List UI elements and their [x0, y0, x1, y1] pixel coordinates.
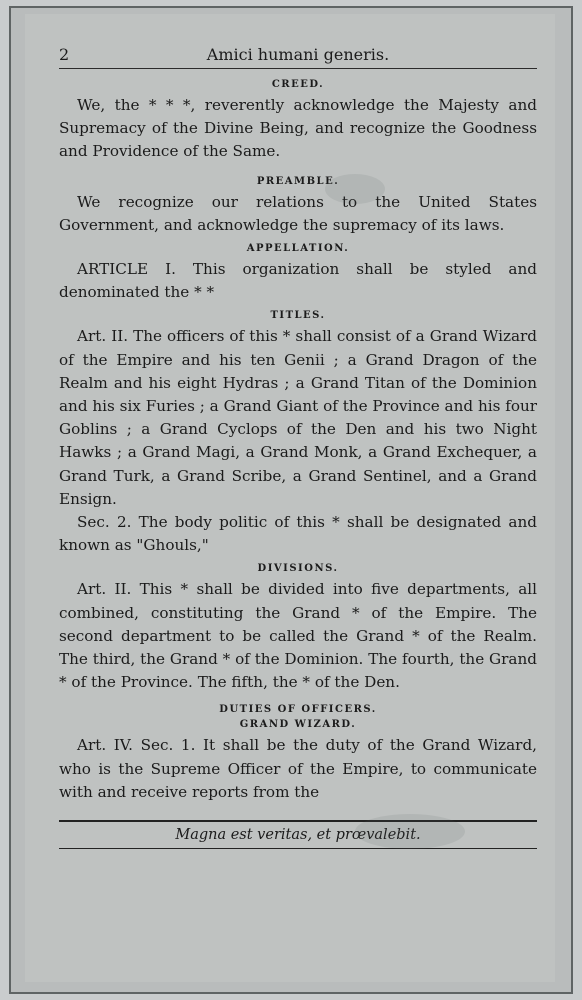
section-heading-titles: TITLES.: [270, 310, 326, 322]
section-heading-duties: DUTIES OF OFFICERS.: [219, 704, 377, 716]
paper-stain: [325, 174, 385, 204]
header-rule: [59, 68, 537, 69]
section-heading-creed: CREED.: [271, 79, 325, 90]
document-body: [59, 77, 537, 804]
document-page: [25, 14, 555, 982]
paper-stain: [355, 814, 465, 849]
footer-rule-bottom: [59, 848, 537, 849]
section-2-paragraph: Sec. 2. The body politic of this * shall be designated and known as "Ghouls,": [59, 513, 537, 555]
section-heading-preamble: PREAMBLE.: [256, 175, 340, 187]
article-2-divisions-paragraph: Art. II. This * shall be divided into five departments, all combined, constituting the Grand * of the Empire. The second department to be called the Grand * of the Realm. The third, the Grand * of the Dominion. The fourth, the Grand * of the Province. The fifth, the * of the Den.: [59, 580, 537, 692]
running-title: Amici humani generis.: [206, 45, 390, 64]
article-2-titles-paragraph: Art. II. The officers of this * shall consist of a Grand Wizard of the Empire and his ten Genii ; a Grand Dragon of the Realm and his eight Hydras ; a Grand Titan of the Dominion and his six Furies ; a Grand Giant of the Province and his four Goblins ; a Grand Cyclops of the Den and his two Night Hawks ; a Grand Magi, a Grand Monk, a Grand Exchequer, a Grand Turk, a Grand Scribe, a Grand Sentinel, and a Grand Ensign.: [59, 327, 538, 508]
page-number: 2: [59, 45, 70, 64]
section-heading-divisions: DIVISIONS.: [257, 563, 339, 575]
section-heading-appellation: APPELLATION.: [246, 243, 350, 255]
creed-paragraph: We, the * * *, reverently acknowledge the Majesty and Supremacy of the Divine Being, and recognize the Goodness and Providence of the Same.: [59, 96, 537, 161]
article-4-paragraph: Art. IV. Sec. 1. It shall be the duty of the Grand Wizard, who is the Supreme Officer of the Empire, to communicate with and receive reports from the: [59, 736, 537, 801]
article-1-paragraph: ARTICLE I. This organization shall be styled and denominated the * *: [59, 260, 537, 302]
preamble-paragraph: We recognize our relations to the United States Government, and acknowledge the supremacy of its laws.: [59, 192, 537, 234]
footer-motto: Magna est veritas, et prœvalebit.: [175, 827, 421, 844]
page-header: [59, 42, 537, 68]
subheading-grand-wizard: GRAND WIZARD.: [239, 719, 357, 731]
page-frame: [9, 6, 573, 994]
